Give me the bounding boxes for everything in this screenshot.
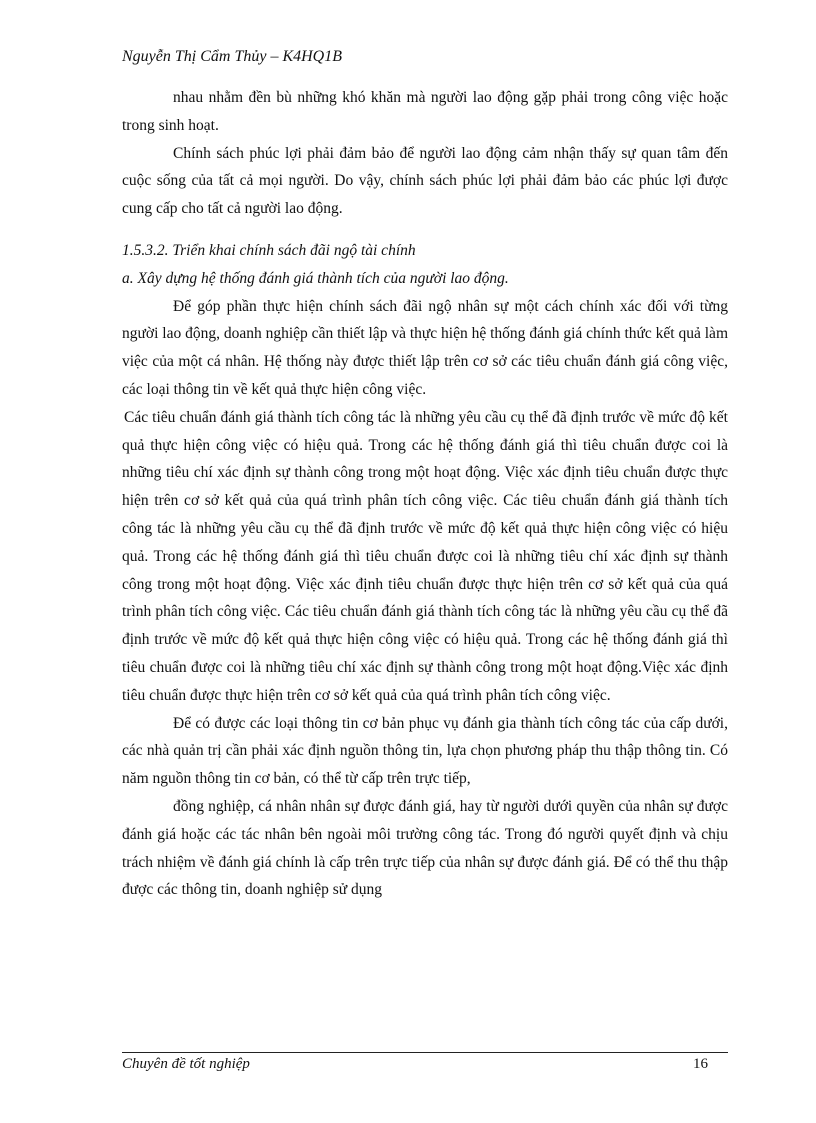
paragraph-1: nhau nhằm đền bù những khó khăn mà người lao động gặp phải trong công việc hoặc trong sinh hoạt. bbox=[122, 89, 728, 134]
paragraph-2: Chính sách phúc lợi phải đảm bảo để người lao động cảm nhận thấy sự quan tâm đến cuộc sống của tất cả mọi người. Do vậy, chính sách phúc lợi phải đảm bảo các phúc lợi được cung cấp cho tất cả người lao động. bbox=[122, 144, 728, 218]
paragraph-5: Để có được các loại thông tin cơ bản phục vụ đánh gia thành tích công tác của cấp dưới, các nhà quản trị cần phải xác định nguồn thông tin, lựa chọn phương pháp thu thập thông tin. Có năm nguồn thông tin cơ bản, có thể từ cấp trên trực tiếp, bbox=[122, 714, 728, 788]
paragraph-4: Các tiêu chuẩn đánh giá thành tích công tác là những yêu cầu cụ thể đã định trước về mức độ kết quả thực hiện công việc có hiệu quả. Trong các hệ thống đánh giá thì tiêu chuẩn được coi là những tiêu chí xác định sự thành công trong một hoạt động. Việc xác định tiêu chuẩn được thực hiện trên cơ sở kết quả của quá trình phân tích công việc. Các tiêu chuẩn đánh giá thành tích công tác là những yêu cầu cụ thể đã định trước về mức độ kết quả thực hiện công việc có hiệu quả. Trong các hệ thống đánh giá thì tiêu chuẩn được coi là những tiêu chí xác định sự thành công trong một hoạt động. Việc xác định tiêu chuẩn được thực hiện trên cơ sở kết quả của quá trình phân tích công việc. Các tiêu chuẩn đánh giá thành tích công tác là những yêu cầu cụ thể đã định trước về mức độ kết quả thực hiện công việc có hiệu quả. Trong các hệ thống đánh giá thì tiêu chuẩn được coi là những tiêu chí xác định sự thành công trong một hoạt động.Việc xác định tiêu chuẩn được thực hiện trên cơ sở kết quả của quá trình phân tích công việc. bbox=[122, 408, 728, 704]
footer-divider bbox=[122, 1052, 728, 1053]
subsection-heading: a. Xây dựng hệ thống đánh giá thành tích của người lao động. bbox=[122, 269, 509, 287]
page-number: 16 bbox=[693, 1056, 708, 1072]
footer-title: Chuyên đề tốt nghiệp bbox=[122, 1056, 250, 1072]
paragraph-6: đồng nghiệp, cá nhân nhân sự được đánh giá, hay từ người dưới quyền của nhân sự được đánh giá hoặc các tác nhân bên ngoài môi trường công tác. Trong đó người quyết định và chịu trách nhiệm về đánh giá chính là cấp trên trực tiếp của nhân sự được đánh giá. Để có thể thu thập được các thông tin, doanh nghiệp sử dụng bbox=[122, 797, 728, 899]
section-heading: 1.5.3.2. Triển khai chính sách đãi ngộ tài chính bbox=[122, 241, 416, 259]
page-header-author: Nguyễn Thị Cẩm Thủy – K4HQ1B bbox=[122, 48, 342, 65]
document-body bbox=[122, 84, 728, 904]
paragraph-3: Để góp phần thực hiện chính sách đãi ngộ nhân sự một cách chính xác đối với từng người lao động, doanh nghiệp cần thiết lập và thực hiện hệ thống đánh giá chính thức kết quả làm việc của một cá nhân. Hệ thống này được thiết lập trên cơ sở các tiêu chuẩn đánh giá công việc, các loại thông tin về kết quả thực hiện công việc. bbox=[122, 297, 728, 398]
section-spacer bbox=[122, 223, 728, 237]
